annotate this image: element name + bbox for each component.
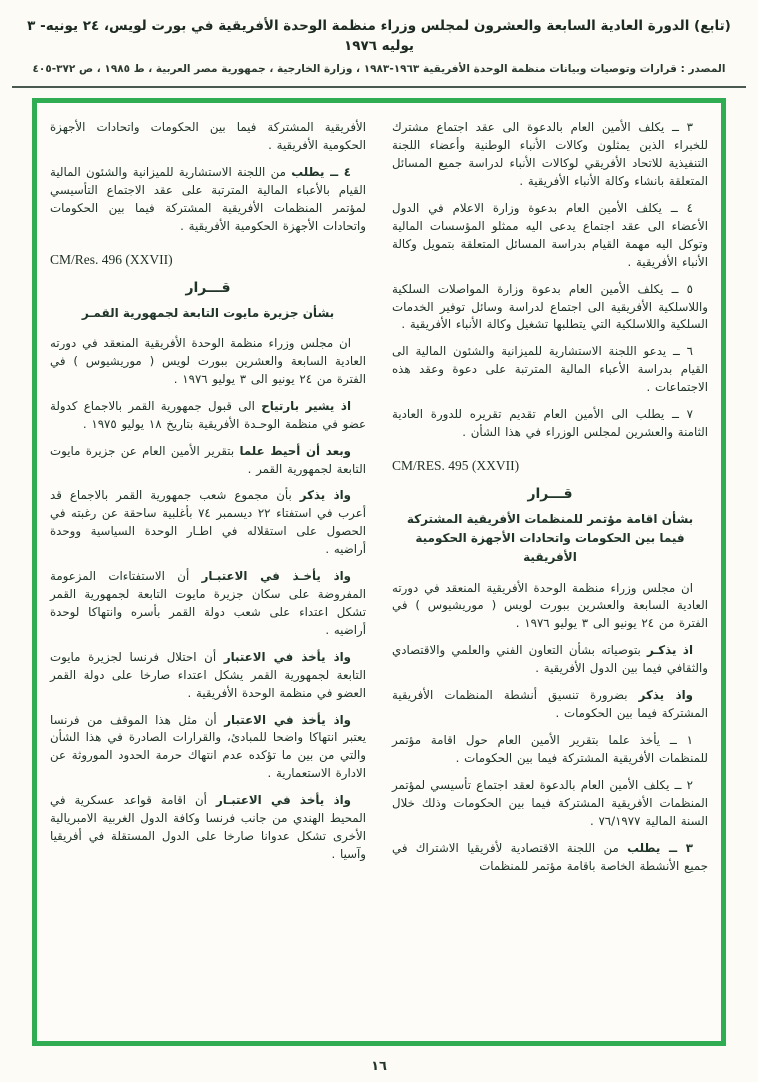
column-left <box>50 119 366 884</box>
paragraph-text: ٣ ــ يكلف الأمين العام بالدعوة الى عقد اجتماع مشترك للخبراء الذين يمثلون وكالات الأنباء الوطنية وأعضاء اللجنة التنفيذية للاتحاد الأفريقي لوكالات الأنباء لدراسة جميع المسائل المتعلقة بانشاء وكالة الأنباء الأفريقية . <box>392 120 708 189</box>
resolution-subtitle: بشأن جزيرة مايوت التابعة لجمهورية القمـر <box>81 305 335 320</box>
paragraph <box>50 335 366 389</box>
content-frame <box>32 98 726 1046</box>
paragraph-lead: ٤ ــ يطلب <box>291 165 351 180</box>
paragraph-text: من اللجنة الاقتصادية لأفريقيا الاشتراك في جميع الأنشطة الخاصة باقامة مؤتمر للمنظمات <box>392 840 708 873</box>
header-session-title: (تابع) الدورة العادية السابعة والعشرون لمجلس وزراء منظمة الوحدة الأفريقية في بورت لويس، ٢٤ يونيه- ٣ يوليه ١٩٧٦ <box>27 18 731 55</box>
paragraph <box>392 687 708 723</box>
paragraph-text: بتقرير الأمين العام عن جزيرة مايوت التابعة لجمهورية القمر . <box>50 443 366 476</box>
header-source-line: المصدر : قرارات وتوصيات وبيانات منظمة الوحدة الأفريقية ١٩٦٣-١٩٨٣ ، وزارة الخارجية ، جمهورية مصر العربية ، ط ١٩٨٥ ، ص ٣٧٢-٤٠٥ <box>32 62 726 75</box>
paragraph-text: أن مثل هذا الموقف من فرنسا يعتبر انتهاكا واضحا للمبادئ، والقرارات الصادرة في هذا الشأن والتي من بين ما تؤكده عدم انتهاك حرمة الحدود الموروثة عن الادارة الاستعمارية . <box>50 712 366 781</box>
paragraph-lead: واذ يذكر <box>299 488 351 503</box>
paragraph <box>392 732 708 768</box>
paragraph-lead: وبعد أن أحيط علما <box>239 443 351 458</box>
paragraph-lead: واذ يأخذ في الاعتبار <box>224 712 352 727</box>
paragraph <box>50 649 366 703</box>
paragraph <box>50 792 366 864</box>
paragraph-text: ١ ــ يأخذ علما بتقرير الأمين العام حول اقامة مؤتمر للمنظمات الأفريقية المشتركة فيما بين الحكومات . <box>392 733 708 765</box>
paragraph <box>50 712 366 784</box>
paragraph <box>50 164 366 236</box>
resolution-subtitle: بشأن اقامة مؤتمر للمنظمات الأفريقية المشتركة فيما بين الحكومات واتحادات الأجهزة الحكومية الأفريقية <box>406 512 694 565</box>
paragraph <box>50 443 366 479</box>
paragraph <box>392 406 708 442</box>
paragraph-text: ٥ ــ يكلف الأمين العام بدعوة وزارة المواصلات السلكية واللاسلكية الأفريقية الى اجتماع لدراسة وسائل توفير الخدمات السلكية واللاسلكية التي يتطلبها تشغيل وكالة الأنباء الأفريقية . <box>392 281 708 332</box>
paragraph-text: ٦ ــ يدعو اللجنة الاستشارية للميزانية والشئون المالية الى القيام بدراسة الأعباء المالية المترتبة على دعوة وعقد هذه الاجتماعات . <box>392 344 708 395</box>
paragraph-text: الى قبول جمهورية القمر بالاجماع كدولة عضو في منظمة الوحـدة الأفريقية بتاريخ ١٨ يوليو ١٩٧٥ . <box>50 398 366 431</box>
paragraph-lead: واذ يأخذ في الاعتبـار <box>215 793 351 808</box>
paragraph <box>50 568 366 640</box>
page-footer <box>8 1055 750 1074</box>
paragraph-lead: واذ يذكر <box>638 688 693 703</box>
paragraph-text: بأن مجموع شعب جمهورية القمر بالاجماع قد أعرب في استفتاء ٢٢ ديسمبر ٧٤ بأغلبية ساحقة عن رغبته في الحصول على استقلاله في اطـار الوحدة السياسية ووحدة أراضيه . <box>50 488 367 557</box>
paragraph <box>392 200 708 272</box>
column-right <box>392 119 708 884</box>
paragraph-text: الأفريقية المشتركة فيما بين الحكومات واتحادات الأجهزة الحكومية الأفريقية . <box>50 120 366 153</box>
paragraph <box>392 281 708 335</box>
paragraph-lead: اذ يذكـر <box>646 643 694 658</box>
two-column-layout <box>50 119 708 884</box>
paragraph-lead: ٣ ــ يطلب <box>627 840 693 855</box>
paragraph-continuation <box>50 119 366 155</box>
resolution-title: قـــرار <box>527 486 573 502</box>
paragraph-lead: اذ يشير بارتياح <box>261 398 351 413</box>
document-header <box>8 12 750 79</box>
paragraph-text: ان مجلس وزراء منظمة الوحدة الأفريقية المنعقد في دورته العادية السابعة والعشرين ببورت لويس ( موريشيوس ) في الفترة من ٢٤ يونيو الى ٣ يوليو ١٩٧٦ . <box>50 335 366 386</box>
paragraph-text: بتوصياته بشأن التعاون الفني والعلمي والاقتصادي والثقافي فيما بين الدول الأفريقية . <box>392 643 708 676</box>
paragraph-text: ٧ ــ يطلب الى الأمين العام تقديم تقريره للدورة العادية الثامنة والعشرين لمجلس الوزراء في هذا الشأن . <box>392 407 708 440</box>
paragraph <box>392 642 708 678</box>
paragraph-text: ٢ ــ يكلف الأمين العام بالدعوة لعقد اجتماع تأسيسي لمؤتمر المنظمات الأفريقية المشتركة فيما بين الحكومات وذلك خلال السنة المالية ٧٦/١٩٧٧ . <box>392 777 708 828</box>
paragraph-text: أن اقامة قواعد عسكرية في المحيط الهندي من جانب فرنسا وكافة الدول الغربية الامبريالية الأخرى تشكل عدوانا صارخا على الدول المستقلة في أفريقيا وآسيا . <box>50 793 366 862</box>
resolution-ref: CM/RES. 495 (XXVII) <box>392 458 520 473</box>
paragraph-text: ان مجلس وزراء منظمة الوحدة الأفريقية المنعقد في دورته العادية السابعة والعشرين ببورت لويس ( موريشيوس ) في الفترة من ٢٤ يونيو الى ٣ يوليو ١٩٧٦ . <box>392 580 708 631</box>
paragraph <box>392 343 708 397</box>
page-number: ١٦ <box>371 1059 387 1075</box>
resolution-ref: CM/Res. 496 (XXVII) <box>50 251 173 267</box>
paragraph-text: أن الاستفتاءات المزعومة المفروضة على سكان جزيرة مايوت التابعة لجمهورية القمر تشكل اعتداء على شعب دولة القمر بأسره وانتهاكا لوحدة أراضيه . <box>50 569 366 637</box>
resolution-title: قـــرار <box>185 279 231 296</box>
paragraph-text: ٤ ــ يكلف الأمين العام بدعوة وزارة الاعلام في الدول الأعضاء الى عقد اجتماع يدعى اليه ممثلو المؤسسات المالية وتوكل اليه مهمة القيام بدراسة المسائل المتعلقة بتمويل وكالة الأنباء الأفريقية . <box>392 200 708 269</box>
paragraph-text: من اللجنة الاستشارية للميزانية والشئون المالية القيام بالأعباء المالية المترتبة على عقد الاجتماع التأسيسي لمؤتمر المنظمات الأفريقية المشتركة فيما بين الحكومات واتحادات الأجهزة الحكومية الأفريقية . <box>50 165 366 233</box>
paragraph <box>392 119 708 191</box>
paragraph-lead: واذ يأخذ في الاعتبار <box>223 649 352 664</box>
paragraph-text: أن احتلال فرنسا لجزيرة مايوت التابعة لجمهورية القمر يشكل اعتداء صارخا على دولة القمر العضو في منظمة الوحدة الأفريقية . <box>50 649 366 700</box>
paragraph-lead: واذ يأخـذ في الاعتبـار <box>201 569 351 584</box>
paragraph-text: بضرورة تنسيق أنشطة المنظمات الأفريقية المشتركة فيما بين الحكومات . <box>392 688 708 721</box>
paragraph <box>50 398 366 434</box>
paragraph <box>392 840 708 876</box>
header-divider <box>12 86 746 88</box>
paragraph <box>392 777 708 831</box>
paragraph <box>392 580 708 634</box>
paragraph <box>50 487 366 559</box>
